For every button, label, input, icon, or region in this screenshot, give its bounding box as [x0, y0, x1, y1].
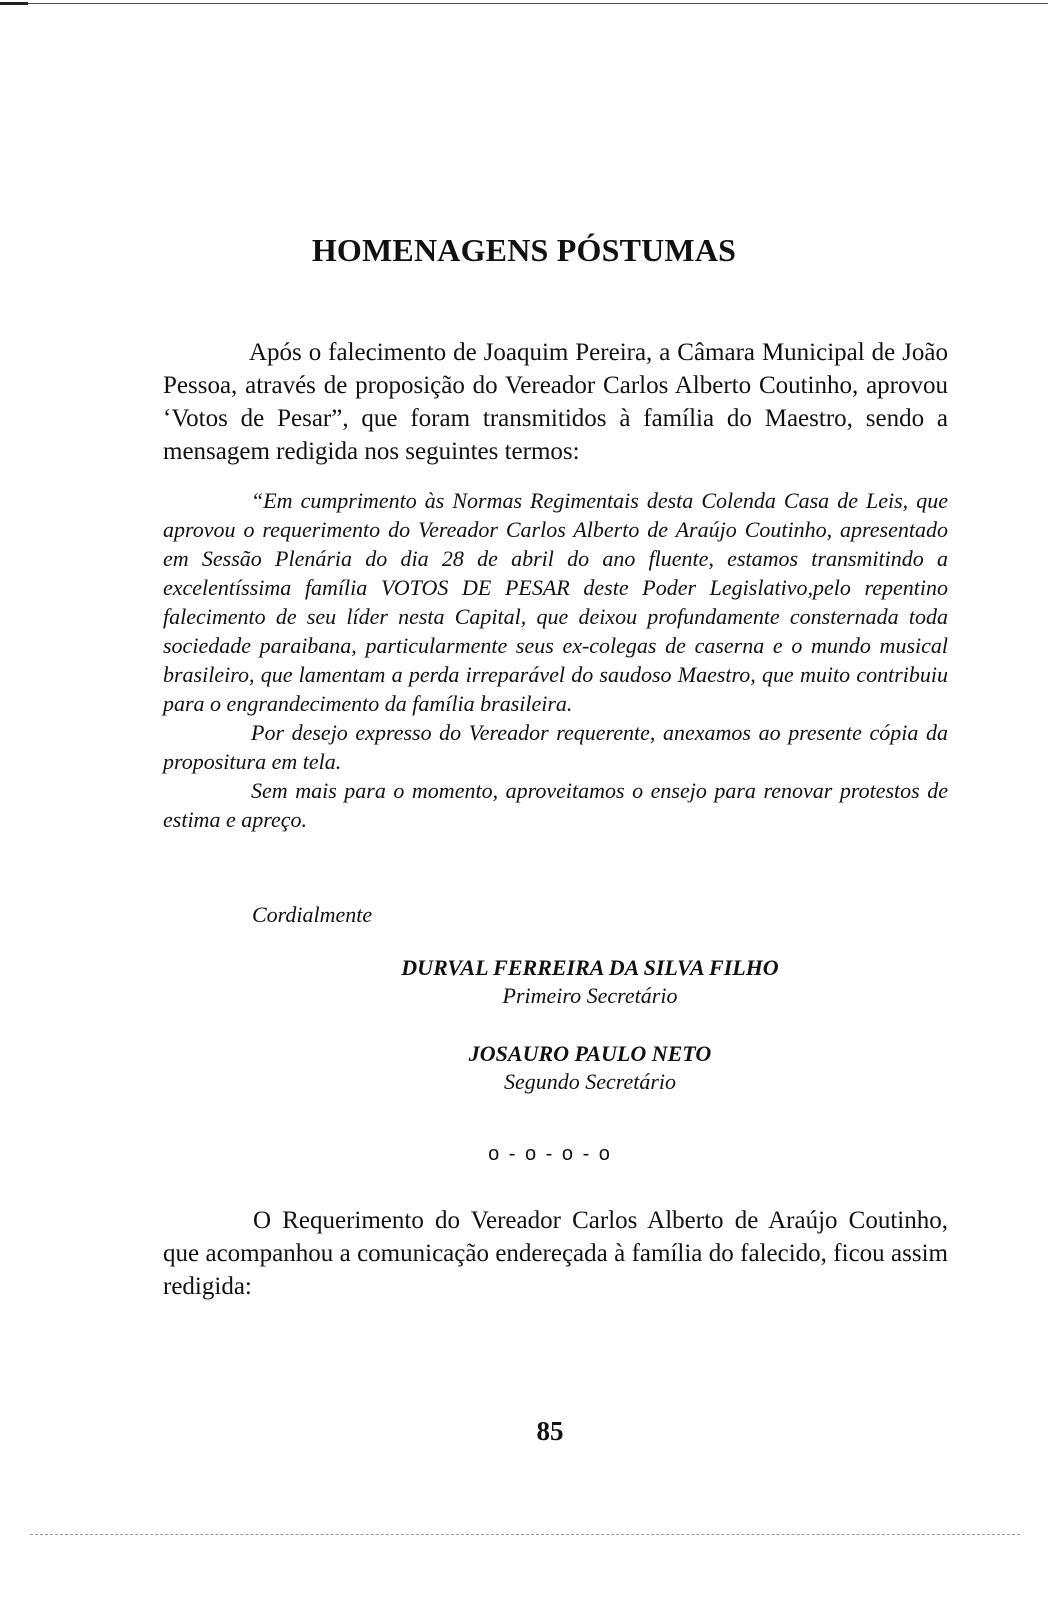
top-rule	[0, 3, 1048, 4]
bottom-rule	[30, 1534, 1020, 1535]
closing-salutation: Cordialmente	[252, 902, 373, 927]
quoted-message	[163, 486, 948, 834]
signature-block	[0, 954, 1048, 1010]
signatory-role: Primeiro Secretário	[502, 983, 678, 1008]
signature-block	[0, 1040, 1048, 1096]
signatory-name: JOSAURO PAULO NETO	[468, 1041, 712, 1066]
signatory-role: Segundo Secretário	[503, 1069, 677, 1094]
quote-paragraph: Sem mais para o momento, aproveitamos o ensejo para renovar protestos de estima e apreço.	[163, 778, 948, 832]
page-title: HOMENAGENS PÓSTUMAS	[311, 232, 737, 268]
top-rule-mark	[0, 2, 28, 5]
quote-paragraph: Por desejo expresso do Vereador requerente, anexamos ao presente cópia da propositura em tela.	[163, 720, 948, 774]
final-paragraph: O Requerimento do Vereador Carlos Alberto de Araújo Coutinho, que acompanhou a comunicação endereçada à família do falecido, ficou assim redigida:	[163, 1207, 948, 1300]
section-separator: o - o - o - o	[488, 1143, 612, 1165]
signatory-name: DURVAL FERREIRA DA SILVA FILHO	[401, 955, 779, 980]
page-number: 85	[536, 1416, 564, 1446]
quote-paragraph: “Em cumprimento às Normas Regimentais desta Colenda Casa de Leis, que aprovou o requerimento do Vereador Carlos Alberto de Araújo Coutinho, apresentado em Sessão Plenária do dia 28 de abril do ano fluente, estamos transmitindo a excelentíssima família VOTOS DE PESAR deste Poder Legislativo,pelo repentino falecimento de seu líder nesta Capital, que deixou profundamente consternada toda sociedade paraibana, particularmente seus ex-colegas de caserna e o mundo musical brasileiro, que lamentam a perda irreparável do saudoso Maestro, que muito contribuiu para o engrandecimento da família brasileira.	[163, 488, 948, 716]
intro-paragraph: Após o falecimento de Joaquim Pereira, a Câmara Municipal de João Pessoa, através de proposição do Vereador Carlos Alberto Coutinho, aprovou ‘Votos de Pesar”, que foram transmitidos à família do Maestro, sendo a mensagem redigida nos seguintes termos:	[163, 339, 948, 465]
